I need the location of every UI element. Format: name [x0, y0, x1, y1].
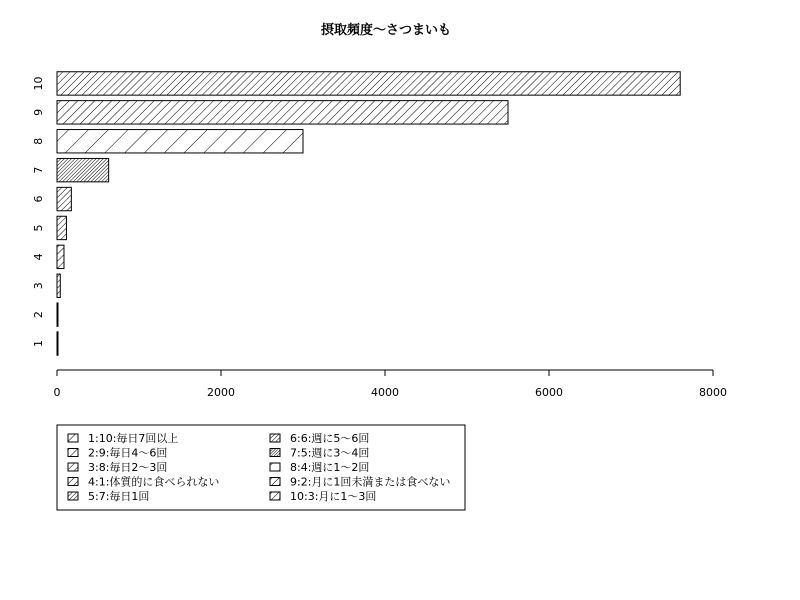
- legend-swatch: [68, 463, 78, 471]
- y-tick-label: 4: [32, 253, 45, 261]
- bar-2: [57, 303, 58, 326]
- legend-entry-label: 5:7:毎日1回: [88, 490, 150, 503]
- y-tick-label: 9: [32, 108, 45, 116]
- legend-entry-label: 8:4:週に1～2回: [290, 461, 370, 474]
- x-tick-label: 4000: [371, 386, 399, 399]
- legend-swatch: [270, 478, 280, 486]
- bar-7: [57, 158, 109, 181]
- x-tick-label: 0: [53, 386, 61, 399]
- bar-4: [57, 245, 64, 268]
- legend-swatch: [68, 434, 78, 442]
- bar-10: [57, 72, 680, 95]
- bars-group: [57, 72, 680, 356]
- chart-title: 摂取頻度～さつまいも: [320, 23, 452, 38]
- bar-3: [57, 274, 60, 297]
- bar-5: [57, 216, 66, 239]
- legend-swatch: [68, 492, 78, 500]
- legend-swatch: [68, 478, 78, 486]
- y-tick-label: 5: [32, 224, 45, 232]
- legend-entry-label: 2:9:毎日4～6回: [88, 446, 168, 460]
- legend-entry-label: 9:2:月に1回未満または食べない: [290, 475, 451, 489]
- legend-swatch: [270, 463, 280, 471]
- legend-swatch: [270, 449, 280, 457]
- y-tick-label: 6: [32, 195, 45, 203]
- y-tick-label: 3: [32, 282, 45, 290]
- bar-1: [57, 332, 58, 355]
- legend-swatch: [270, 434, 280, 442]
- x-tick-label: 8000: [699, 386, 727, 399]
- legend-swatch: [270, 492, 280, 500]
- x-axis: [54, 370, 728, 399]
- bar-6: [57, 187, 71, 210]
- legend-entry-label: 1:10:毎日7回以上: [88, 432, 179, 445]
- y-tick-label: 7: [32, 166, 45, 174]
- legend-entry-label: 10:3:月に1～3回: [290, 490, 377, 503]
- y-tick-label: 1: [32, 340, 45, 348]
- y-tick-label: 2: [32, 311, 45, 319]
- y-axis-labels: [32, 76, 45, 347]
- legend-entry-label: 6:6:週に5～6回: [290, 432, 370, 445]
- y-tick-label: 10: [32, 76, 45, 91]
- legend-swatch: [68, 449, 78, 457]
- legend-entry-label: 7:5:週に3～4回: [290, 446, 370, 460]
- bar-9: [57, 101, 508, 124]
- bar-8: [57, 130, 303, 153]
- y-tick-label: 8: [32, 137, 45, 145]
- x-tick-label: 2000: [207, 386, 235, 399]
- legend-entry-label: 3:8:毎日2～3回: [88, 461, 168, 474]
- legend-entry-label: 4:1:体質的に食べられない: [88, 475, 220, 489]
- legend: [57, 425, 465, 510]
- x-tick-label: 6000: [535, 386, 563, 399]
